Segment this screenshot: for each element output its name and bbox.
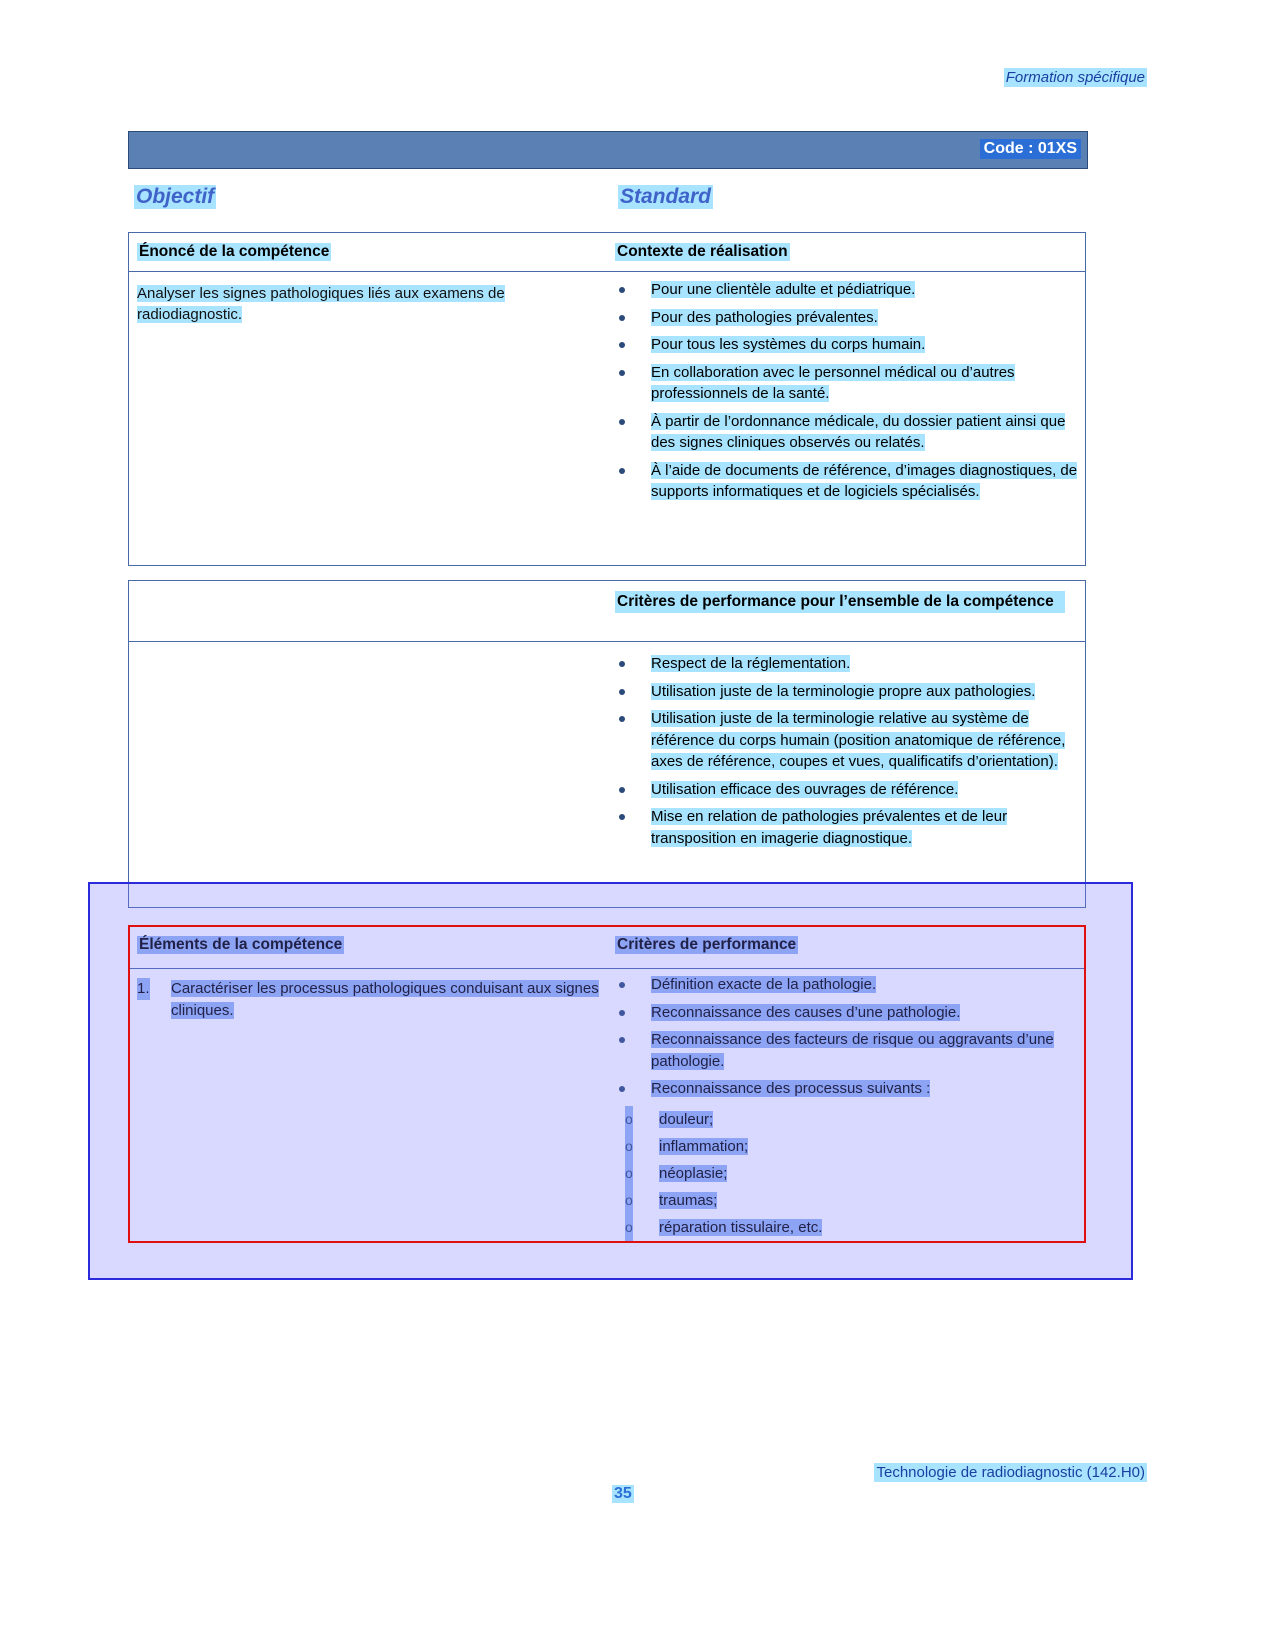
code-value: Code : 01XS [980, 139, 1081, 159]
list-item: Mise en relation de pathologies prévalentes et de leur transposition en imagerie diagnostique. [615, 806, 1079, 849]
standard-title: Standard [620, 185, 712, 208]
criteria-sublist [615, 1106, 1079, 1241]
divider [129, 271, 1085, 272]
objectif-title: Objectif [136, 185, 215, 208]
list-item: Respect de la réglementation. [615, 653, 1079, 675]
enonce-competence-header: Énoncé de la compétence [139, 243, 330, 260]
list-item: Utilisation efficace des ouvrages de référence. [615, 779, 1079, 801]
list-item: À partir de l’ordonnance médicale, du dossier patient ainsi que des signes cliniques observés ou relatés. [615, 411, 1079, 454]
sub-list-item: o traumas; [615, 1187, 1079, 1214]
list-item: Pour une clientèle adulte et pédiatrique. [615, 279, 1079, 301]
element-item [137, 978, 607, 1021]
header-formation-label: Formation spécifique [1005, 69, 1145, 86]
objectif-standard-row [134, 185, 1086, 209]
sub-list-item: o douleur; [615, 1106, 1079, 1133]
contexte-realisation-header: Contexte de réalisation [617, 243, 788, 260]
list-item: En collaboration avec le personnel médical ou d’autres professionnels de la santé. [615, 362, 1079, 405]
list-item: Reconnaissance des facteurs de risque ou aggravants d’une pathologie. [615, 1029, 1079, 1072]
competence-statement-box [128, 232, 1086, 566]
list-item: Pour des pathologies prévalentes. [615, 307, 1079, 329]
sub-list-item: o réparation tissulaire, etc. [615, 1214, 1079, 1241]
global-criteria-box [128, 580, 1086, 908]
footer-program-label: Technologie de radiodiagnostic (142.H0) [876, 1464, 1145, 1481]
list-item: Reconnaissance des causes d’une pathologie. [615, 1002, 1079, 1024]
contexte-bullet-list [615, 279, 1079, 509]
global-criteria-list [615, 653, 1079, 855]
elements-competence-header: Éléments de la compétence [139, 936, 343, 953]
elements-criteria-box [128, 925, 1086, 1243]
list-item: Utilisation juste de la terminologie propre aux pathologies. [615, 681, 1079, 703]
list-item: À l’aide de documents de référence, d’images diagnostiques, de supports informatiques et de logiciels spécialisés. [615, 460, 1079, 503]
criteres-ensemble-header: Critères de performance pour l’ensemble de la compétence [615, 591, 1065, 613]
page-number: 35 [614, 1485, 632, 1502]
list-item: Reconnaissance des processus suivants : [615, 1078, 1079, 1100]
list-item: Utilisation juste de la terminologie relative au système de référence du corps humain (position anatomique de référence, axes de référence, coupes et vues, qualificatifs d’orientation). [615, 708, 1079, 773]
list-item: Pour tous les systèmes du corps humain. [615, 334, 1079, 356]
criteria-list [615, 974, 1079, 1241]
divider [129, 968, 1085, 969]
element-number: 1. [137, 978, 150, 1000]
sub-list-item: o inflammation; [615, 1133, 1079, 1160]
enonce-competence-text: Analyser les signes pathologiques liés aux examens de radiodiagnostic. [137, 285, 505, 323]
criteres-performance-header: Critères de performance [617, 936, 797, 953]
divider [129, 641, 1085, 642]
code-banner [128, 131, 1088, 169]
list-item: Définition exacte de la pathologie. [615, 974, 1079, 996]
element-text: Caractériser les processus pathologiques conduisant aux signes cliniques. [171, 980, 599, 1019]
sub-list-item: o néoplasie; [615, 1160, 1079, 1187]
